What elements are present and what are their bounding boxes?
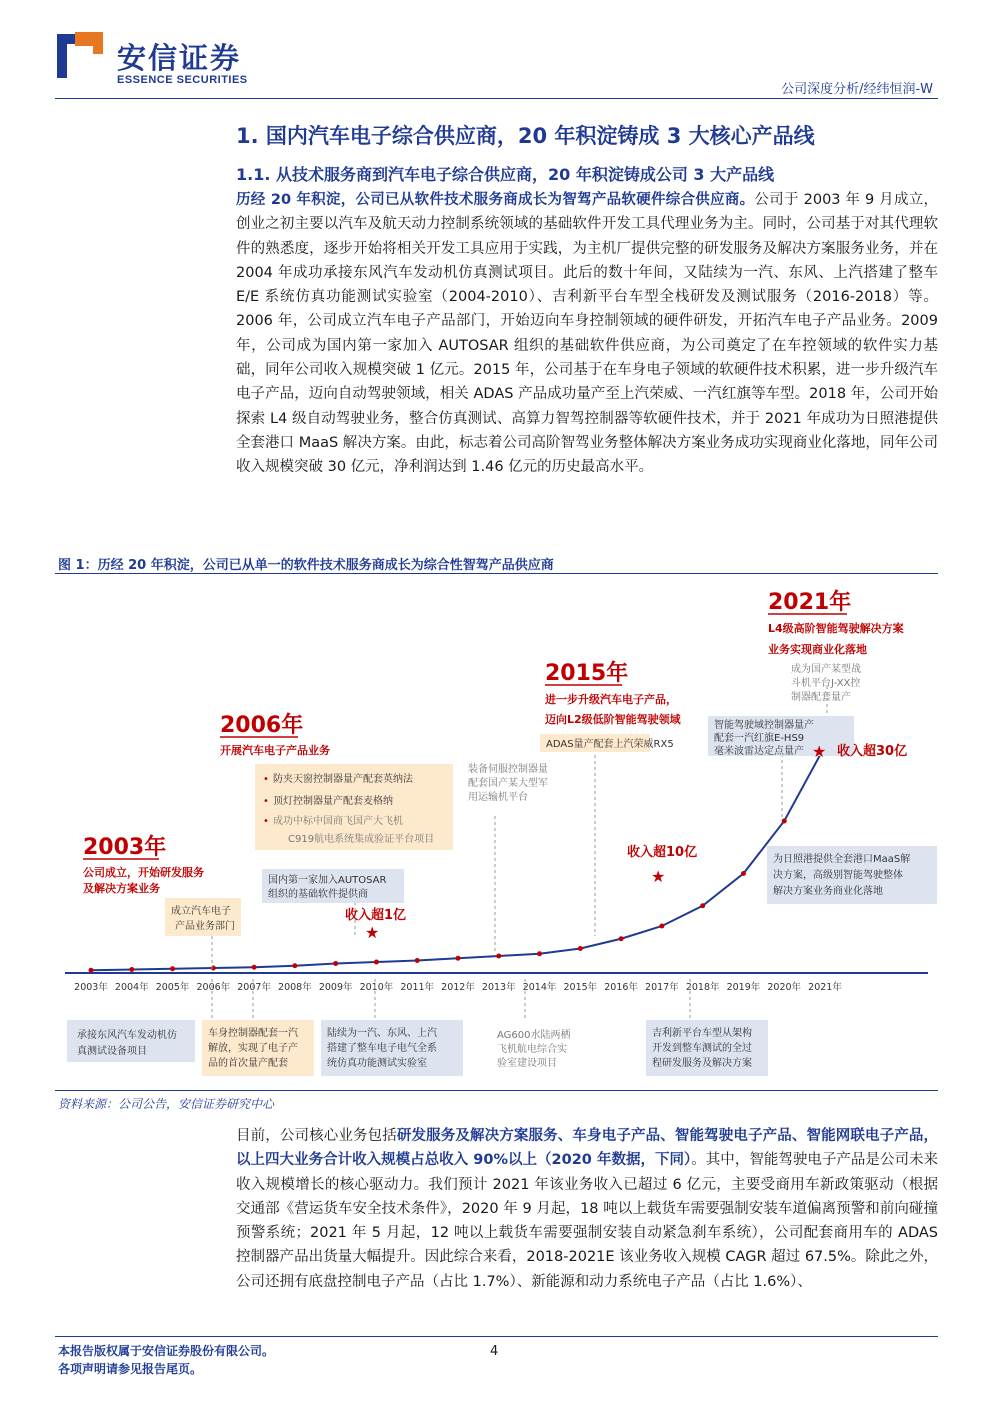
intro-lead: 历经 20 年积淀，公司已从软件技术服务商成长为智驾产品软硬件综合供应商。 [236, 192, 755, 208]
business-bold: 研发服务及解决方案服务、车身电子产品、智能驾驶电子产品、智能网联电子产品，以上四大业务合计收入规模占总收入 90%以上（2020 年数据，下同） [236, 1128, 938, 1169]
box-2006-item-4: C919航电系统集成验证平台项目 [288, 834, 435, 845]
page-number: 4 [490, 1344, 499, 1359]
figure-title: 图 1：历经 20 年积淀，公司已从单一的软件技术服务商成长为综合性智驾产品供应商 [58, 558, 554, 573]
year-tick-label: 2017年 [645, 982, 679, 993]
year-tick-label: 2008年 [278, 982, 312, 993]
footer-line2: 各项声明请参见报告尾页。 [58, 1362, 203, 1376]
year-tick-label: 2020年 [767, 982, 802, 993]
revenue-point [619, 936, 624, 941]
revenue-30yi-label: 收入超30亿 [837, 744, 908, 759]
year-tick-label: 2010年 [359, 982, 394, 993]
star-icon: ★ [651, 867, 666, 886]
year-tick-label: 2015年 [563, 982, 598, 993]
bottom-2017-line3: 程研发服务及解决方案 [652, 1058, 752, 1069]
subsection-heading: 1.1. 从技术服务商到汽车电子综合供应商，20 年积淀铸成公司 3 大产品线 [236, 165, 775, 184]
timeline-figure [55, 576, 938, 1086]
box-2006-dept-line1: 成立汽车电子 [171, 906, 231, 917]
box-2020-line3: 毫米波雷达定点量产 [714, 746, 804, 757]
bottom-2004-line1: 承接东风汽车发动机仿 [77, 1030, 177, 1041]
footer-line1: 本报告版权属于安信证券股份有限公司。 [58, 1344, 275, 1358]
star-icon: ★ [365, 923, 380, 942]
section-heading: 1. 国内汽车电子综合供应商，20 年积淀铸成 3 大核心产品线 [236, 124, 815, 148]
figure-divider [55, 573, 938, 574]
revenue-point [537, 951, 542, 956]
business-paragraph [236, 1124, 938, 1294]
business-p1: 目前，公司核心业务包括 [236, 1128, 397, 1144]
milestone-2021-line1: L4级高阶智能驾驶解决方案 [768, 622, 904, 635]
year-tick-label: 2012年 [441, 982, 475, 993]
bottom-2017-line2: 开发到整车测试的全过 [652, 1043, 752, 1054]
box-2009-line2: 组织的基础软件提供商 [268, 889, 368, 900]
bottom-2007-line3: 品的首次量产配套 [208, 1058, 288, 1069]
year-tick-label: 2003年 [74, 982, 108, 993]
year-tick-label: 2018年 [685, 982, 720, 993]
revenue-curve [91, 746, 825, 970]
revenue-1yi-label: 收入超1亿 [345, 908, 407, 923]
box-2015-adas-text: ADAS量产配套上汽荣威RX5 [546, 739, 674, 750]
box-2012-line3: 用运输机平台 [468, 792, 528, 803]
milestone-2006-line1: 开展汽车电子产品业务 [220, 744, 330, 757]
box-2006-item-3: 成功中标中国商飞国产大飞机 [273, 816, 403, 827]
header-report-type: 公司深度分析/经纬恒润-W [781, 82, 933, 97]
year-tick-label: 2005年 [155, 982, 190, 993]
box-2021-maas-line1: 为日照港提供全套港口MaaS解 [773, 854, 911, 865]
bottom-2007-line2: 解放，实现了电子产 [208, 1043, 298, 1054]
box-2021-line3: 制器配套量产 [791, 692, 851, 703]
logo-mark-icon [55, 32, 103, 80]
box-2012-line2: 配套国产某大型军 [468, 778, 548, 789]
revenue-point [782, 819, 787, 824]
box-2006-item-2: 顶灯控制器量产配套麦格纳 [273, 796, 393, 807]
year-tick-label: 2009年 [318, 982, 353, 993]
box-2021-line2: 斗机平台J-XX控 [791, 678, 861, 689]
bottom-2017-line1: 吉利新平台车型从架构 [652, 1028, 752, 1039]
box-2021-line1: 成为国产某型战 [791, 664, 861, 675]
revenue-point [456, 956, 461, 961]
year-tick-label: 2013年 [481, 982, 516, 993]
revenue-point [741, 871, 746, 876]
intro-paragraph [236, 188, 938, 480]
intro-body: 公司于 2003 年 9 月成立，创业之初主要以汽车及航天动力控制系统领域的基础软件开发工具代理业务为主。同时，公司基于对其代理软件的熟悉度，逐步开始将相关开发工具应用于实践，为主机厂提供完整的研发服务及解决方案服务业务，并在 2004 年成功承接东风汽车发动机仿真测试项目。此后的数十年间，又陆续为一汽、东风、上汽搭建了整车 E/E 系统仿真功能测试实验室（2004-2010）、吉利新平台车型全栈研发及测试服务（2016-2018）等。2006 年，公司成立汽车电子产品部门，开始迈向车身控制领域的硬件研发，开拓汽车电子产品业务。2009 年，公司成为国内第一家加入 AUTOSAR 组织的基础软件供应商，为公司奠定了在车控领域的软件实力基础，同年公司收入规模突破 1 亿元。2015 年，公司基于在车身电子领域的软硬件技术积累，进一步升级汽车电子产品，迈向自动驾驶领域，相关 ADAS 产品成功量产至上汽荣威、一汽红旗等车型。2018 年，公司开始探索 L4 级自动驾驶业务，整合仿真测试、高算力智驾控制器等软硬件技术，并于 2021 年成功为日照港提供全套港口 MaaS 解决方案。由此，标志着公司高阶智驾业务整体解决方案业务成功实现商业化落地，同年公司收入规模突破 30 亿元，净利润达到 1.46 亿元的历史最高水平。 [236, 192, 938, 476]
revenue-point [252, 965, 257, 970]
revenue-point [496, 954, 501, 959]
milestone-2015-line2: 迈向L2级低阶智能驾驶领域 [545, 713, 681, 726]
revenue-point [170, 966, 175, 971]
revenue-point [89, 968, 94, 973]
milestone-2006-year: 2006年 [220, 713, 304, 738]
bottom-2009-line3: 统仿真功能测试实验室 [327, 1058, 427, 1069]
year-tick-label: 2004年 [114, 982, 149, 993]
revenue-point [659, 924, 664, 929]
milestone-2015-line1: 进一步升级汽车电子产品， [545, 693, 677, 706]
source-divider [55, 1090, 938, 1091]
box-2020-line2: 配套一汽红旗E-HS9 [714, 733, 805, 744]
revenue-point [129, 967, 134, 972]
company-logo [55, 32, 265, 92]
milestone-2003-line2: 及解决方案业务 [83, 882, 160, 895]
svg-text:•: • [263, 796, 269, 807]
svg-text:•: • [263, 774, 269, 785]
year-tick-label: 2006年 [196, 982, 231, 993]
star-icon: ★ [812, 742, 827, 761]
header-divider [55, 98, 938, 99]
milestone-2021-year: 2021年 [768, 590, 852, 615]
footer-disclaimer [58, 1342, 274, 1378]
logo-text-en: ESSENCE SECURITIES [117, 74, 248, 86]
revenue-point [333, 961, 338, 966]
milestone-2003-year: 2003年 [83, 835, 167, 860]
bottom-2013-line3: 验室建设项目 [497, 1058, 557, 1069]
bottom-2007-line1: 车身控制器配套一汽 [208, 1028, 298, 1039]
revenue-point [415, 958, 420, 963]
revenue-point [700, 903, 705, 908]
revenue-point [578, 946, 583, 951]
box-2009-line1: 国内第一家加入AUTOSAR [268, 875, 387, 886]
box-2020-line1: 智能驾驶域控制器量产 [714, 720, 814, 731]
box-2006-dept-line2: 产品业务部门 [175, 921, 235, 932]
box-2006-item-1: 防夹天窗控制器量产配套英纳法 [273, 774, 413, 785]
year-tick-label: 2011年 [400, 982, 435, 993]
bottom-2009-line1: 陆续为一汽、东风、上汽 [327, 1028, 437, 1039]
year-tick-label: 2007年 [237, 982, 271, 993]
milestone-2003-line1: 公司成立，开始研发服务 [83, 866, 204, 879]
bottom-2009-line2: 搭建了整车电子电气全系 [327, 1043, 437, 1054]
revenue-point [374, 960, 379, 965]
box-2012-line1: 装备伺服控制器量 [468, 764, 548, 775]
figure-source: 资料来源：公司公告，安信证券研究中心 [58, 1097, 275, 1111]
footer-divider [55, 1336, 938, 1337]
svg-text:•: • [263, 816, 269, 827]
revenue-10yi-label: 收入超10亿 [627, 845, 698, 860]
bottom-2013-line2: 飞机航电综合实 [497, 1044, 567, 1055]
box-2021-maas-line3: 解决方案业务商业化落地 [773, 886, 883, 897]
year-tick-label: 2016年 [604, 982, 638, 993]
revenue-point [292, 963, 297, 968]
bottom-2004-line2: 真测试设备项目 [77, 1046, 147, 1057]
year-tick-label: 2014年 [522, 982, 557, 993]
milestone-2021-line2: 业务实现商业化落地 [768, 643, 867, 656]
business-p2: 。其中，智能驾驶电子产品是公司未来收入规模增长的核心驱动力。我们预计 2021 年该业务收入已超过 6 亿元，主要受商用车新政策驱动（根据交通部《营运货车安全技术条件》，2020 年 9 月起，18 吨以上载货车需要强制安装车道偏离预警和前向碰撞预警系统；2021 年 5 月起，12 吨以上载货车需要强制安装自动紧急刹车系统），公司配套商用车的 ADAS 控制器产品出货量大幅提升。因此综合来看，2018-2021E 该业务收入规模 CAGR 超过 67.5%。除此之外，公司还拥有底盘控制电子产品（占比 1.7%）、新能源和动力系统电子产品（占比 1.6%）、 [236, 1152, 938, 1290]
milestone-2015-year: 2015年 [545, 661, 629, 686]
year-tick-label: 2021年 [808, 982, 842, 993]
box-2021-maas-line2: 决方案，高级别智能驾驶整体 [773, 870, 903, 881]
year-tick-label: 2019年 [726, 982, 761, 993]
logo-text-cn: 安信证券 [117, 41, 242, 75]
bottom-2013-line1: AG600水陆两栖 [497, 1030, 571, 1041]
